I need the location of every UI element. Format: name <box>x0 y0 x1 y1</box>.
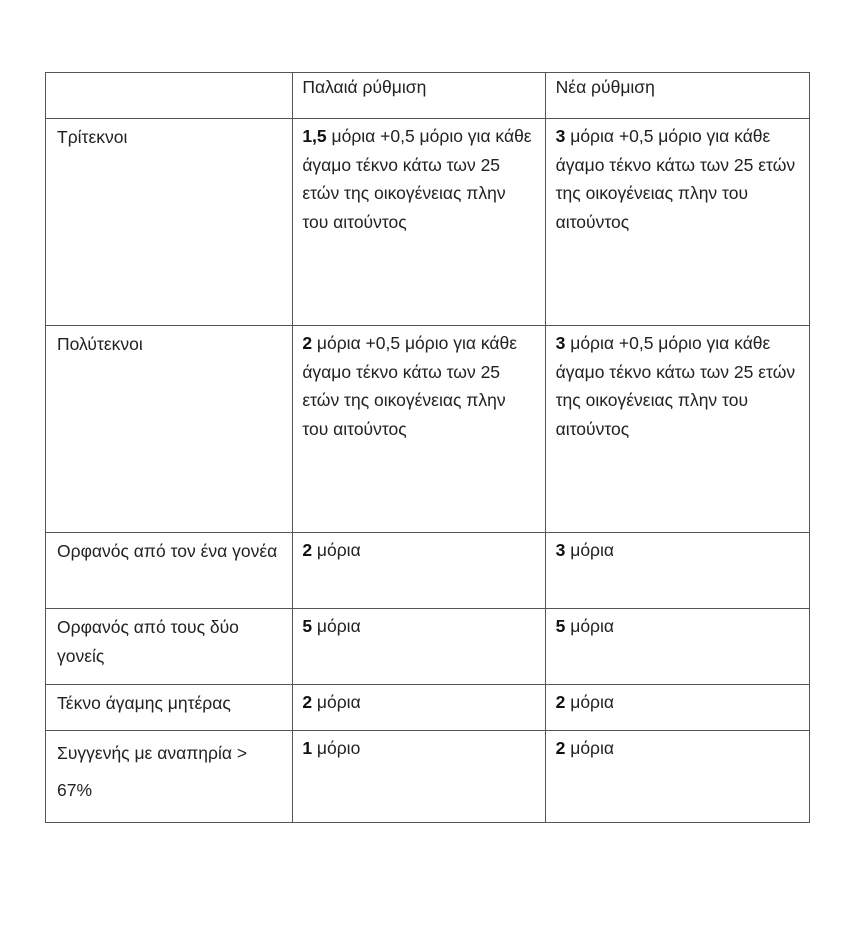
new-description: μόρια <box>565 738 615 758</box>
table-row <box>46 609 810 685</box>
old-description: μόρια <box>312 540 361 560</box>
old-description: μόρια <box>312 692 361 712</box>
new-points: 5 <box>555 616 566 636</box>
old-points: 2 <box>302 540 313 560</box>
old-value-cell <box>293 609 545 685</box>
header-label-text <box>46 73 292 77</box>
old-description: μόρια <box>312 616 361 636</box>
old-points: 5 <box>302 616 313 636</box>
old-description: μόρια +0,5 μόριο για κάθε άγαμο τέκνο κάτω των 25 ετών της οικογένειας πλην του αιτούντος <box>302 333 518 439</box>
new-points: 3 <box>555 126 566 146</box>
header-cell-old <box>293 73 545 119</box>
row-label-cell <box>46 533 293 609</box>
table-row <box>46 533 810 609</box>
old-points: 1 <box>302 738 313 758</box>
header-old-text: Παλαιά ρύθμιση <box>302 77 427 97</box>
header-cell-label <box>46 73 293 119</box>
old-value-cell <box>293 326 545 533</box>
table-row <box>46 326 810 533</box>
old-points: 2 <box>302 692 313 712</box>
row-label: Ορφανός από τον ένα γονέα <box>57 541 278 561</box>
row-label: Τρίτεκνοι <box>57 127 128 147</box>
header-cell-new <box>545 73 809 119</box>
new-value-cell <box>545 533 809 609</box>
old-value-cell <box>293 685 545 731</box>
header-new-text: Νέα ρύθμιση <box>555 77 655 97</box>
old-points: 2 <box>302 333 313 353</box>
row-label-cell <box>46 731 293 823</box>
new-description: μόρια <box>565 540 615 560</box>
old-description: μόριο <box>312 738 361 758</box>
old-points: 1,5 <box>302 126 327 146</box>
new-description: μόρια +0,5 μόριο για κάθε άγαμο τέκνο κάτω των 25 ετών της οικογένειας πλην του αιτούντος <box>555 126 796 232</box>
new-points: 2 <box>555 692 566 712</box>
new-value-cell <box>545 731 809 823</box>
row-label-cell <box>46 326 293 533</box>
new-description: μόρια +0,5 μόριο για κάθε άγαμο τέκνο κάτω των 25 ετών της οικογένειας πλην του αιτούντος <box>555 333 796 439</box>
table-row <box>46 685 810 731</box>
new-value-cell <box>545 685 809 731</box>
table-row <box>46 119 810 326</box>
row-label-cell <box>46 119 293 326</box>
new-value-cell <box>545 326 809 533</box>
new-points: 3 <box>555 333 566 353</box>
old-value-cell <box>293 119 545 326</box>
new-value-cell <box>545 609 809 685</box>
old-value-cell <box>293 731 545 823</box>
new-description: μόρια <box>565 692 615 712</box>
new-value-cell <box>545 119 809 326</box>
row-label-cell <box>46 685 293 731</box>
row-label: Ορφανός από τους δύο γονείς <box>57 617 239 666</box>
new-points: 2 <box>555 738 566 758</box>
row-label: Συγγενής με αναπηρία > 67% <box>57 743 248 800</box>
comparison-table <box>45 72 810 823</box>
new-description: μόρια <box>565 616 615 636</box>
table-header-row <box>46 73 810 119</box>
table-row <box>46 731 810 823</box>
old-description: μόρια +0,5 μόριο για κάθε άγαμο τέκνο κάτω των 25 ετών της οικογένειας πλην του αιτούντος <box>302 126 532 232</box>
old-value-cell <box>293 533 545 609</box>
row-label: Πολύτεκνοι <box>57 334 143 354</box>
row-label: Τέκνο άγαμης μητέρας <box>57 693 231 713</box>
row-label-cell <box>46 609 293 685</box>
new-points: 3 <box>555 540 566 560</box>
